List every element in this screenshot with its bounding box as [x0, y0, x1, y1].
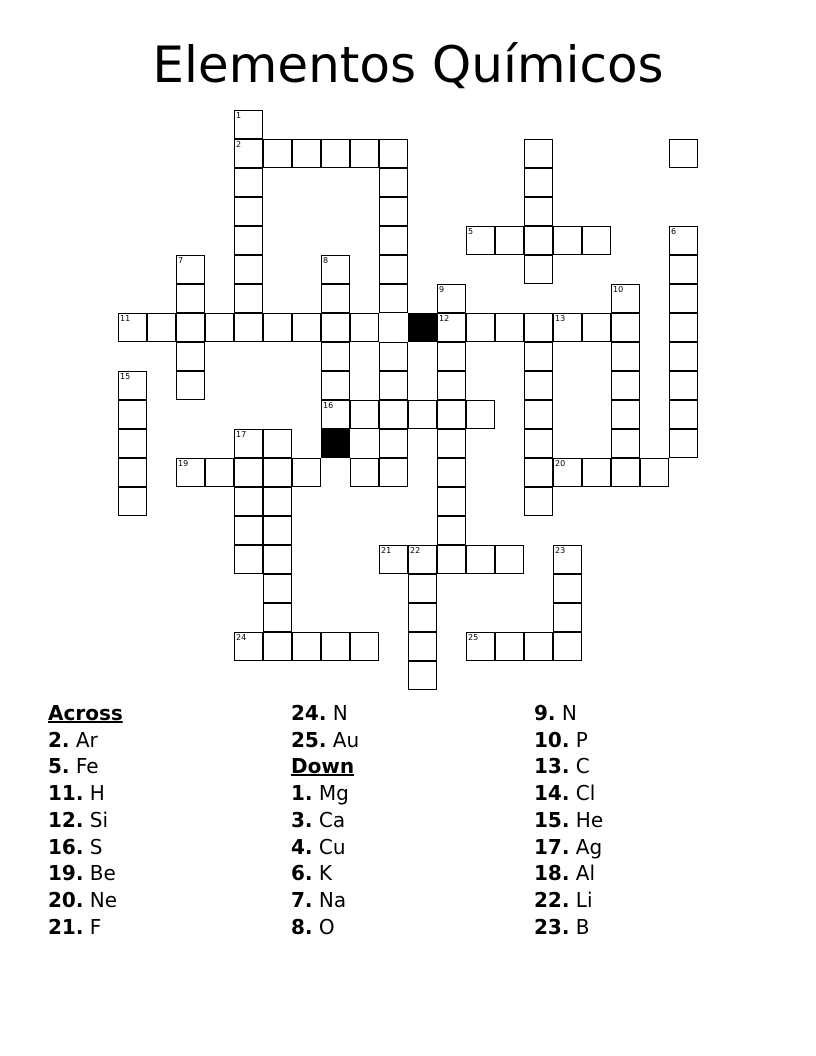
grid-cell[interactable]: [263, 487, 292, 516]
grid-cell[interactable]: [524, 458, 553, 487]
grid-cell[interactable]: [234, 255, 263, 284]
grid-cell[interactable]: [669, 139, 698, 168]
grid-cell[interactable]: [234, 429, 263, 458]
grid-cell[interactable]: [263, 574, 292, 603]
clue-number: 24: [236, 633, 247, 642]
clue-down-9: 9. N: [534, 701, 577, 725]
grid-cell[interactable]: [408, 603, 437, 632]
grid-cell[interactable]: [495, 226, 524, 255]
grid-cell[interactable]: [118, 313, 147, 342]
grid-cell[interactable]: [118, 400, 147, 429]
grid-cell[interactable]: [524, 313, 553, 342]
grid-cell[interactable]: [321, 400, 350, 429]
clue-number: 19: [178, 459, 189, 468]
grid-cell[interactable]: [669, 371, 698, 400]
grid-cell[interactable]: [263, 632, 292, 661]
clue-number: 11: [120, 314, 131, 323]
clue-column-1: [48, 700, 288, 940]
clue-number: 15: [120, 372, 131, 381]
grid-cell[interactable]: [379, 371, 408, 400]
clue-down-1: 1. Mg: [291, 781, 349, 806]
grid-cell[interactable]: [437, 371, 466, 400]
grid-cell[interactable]: [669, 400, 698, 429]
grid-block: [408, 313, 437, 342]
grid-cell[interactable]: [437, 342, 466, 371]
clue-number: 1: [236, 111, 242, 120]
grid-cell[interactable]: [524, 139, 553, 168]
grid-cell[interactable]: [437, 516, 466, 545]
grid-cell[interactable]: [611, 371, 640, 400]
grid-cell[interactable]: [234, 168, 263, 197]
grid-cell[interactable]: [524, 632, 553, 661]
grid-cell[interactable]: [379, 342, 408, 371]
grid-cell[interactable]: [176, 284, 205, 313]
down-heading: Down: [291, 754, 355, 779]
clue-number: 6: [671, 227, 677, 236]
grid-cell[interactable]: [640, 458, 669, 487]
clue-number: 13: [555, 314, 566, 323]
grid-cell[interactable]: [234, 110, 263, 139]
grid-cell[interactable]: [379, 458, 408, 487]
grid-cell[interactable]: [611, 429, 640, 458]
clue-across-5: 5. Fe: [48, 754, 99, 779]
clue-down-23: 23. B: [534, 914, 590, 939]
clue-number: 16: [323, 401, 334, 410]
grid-cell[interactable]: [379, 197, 408, 226]
grid-cell[interactable]: [176, 255, 205, 284]
clue-across-12: 12. Si: [48, 807, 109, 832]
grid-cell[interactable]: [321, 284, 350, 313]
clue-number: 22: [410, 546, 421, 555]
grid-cell[interactable]: [118, 429, 147, 458]
clue-number: 23: [555, 546, 566, 555]
grid-cell[interactable]: [582, 458, 611, 487]
clue-number: 2: [236, 140, 242, 149]
grid-cell[interactable]: [553, 313, 582, 342]
grid-cell[interactable]: [350, 632, 379, 661]
grid-cell[interactable]: [524, 487, 553, 516]
grid-cell[interactable]: [379, 255, 408, 284]
grid-cell[interactable]: [669, 226, 698, 255]
grid-cell[interactable]: [263, 313, 292, 342]
grid-cell[interactable]: [582, 226, 611, 255]
grid-cell[interactable]: [205, 458, 234, 487]
grid-cell[interactable]: [118, 371, 147, 400]
grid-cell[interactable]: [292, 139, 321, 168]
grid-cell[interactable]: [524, 342, 553, 371]
grid-cell[interactable]: [466, 226, 495, 255]
clue-down-14: 14. Cl: [534, 781, 596, 806]
clue-number: 20: [555, 459, 566, 468]
grid-cell[interactable]: [176, 371, 205, 400]
grid-cell[interactable]: [669, 284, 698, 313]
clue-across-20: 20. Ne: [48, 887, 118, 912]
grid-cell[interactable]: [292, 313, 321, 342]
clue-number: 5: [468, 227, 474, 236]
grid-cell[interactable]: [176, 342, 205, 371]
clue-down-15: 15. He: [534, 807, 604, 832]
grid-cell[interactable]: [350, 313, 379, 342]
grid-cell[interactable]: [234, 516, 263, 545]
clue-column-3: [534, 700, 774, 940]
grid-cell[interactable]: [176, 458, 205, 487]
clue-across-2: 2. Ar: [48, 727, 98, 752]
grid-cell[interactable]: [611, 342, 640, 371]
grid-cell[interactable]: [234, 458, 263, 487]
grid-cell[interactable]: [437, 284, 466, 313]
grid-cell[interactable]: [379, 400, 408, 429]
grid-cell[interactable]: [234, 313, 263, 342]
grid-cell[interactable]: [321, 371, 350, 400]
grid-cell[interactable]: [524, 226, 553, 255]
grid-cell[interactable]: [234, 139, 263, 168]
grid-cell[interactable]: [350, 458, 379, 487]
grid-cell[interactable]: [263, 516, 292, 545]
grid-cell[interactable]: [466, 400, 495, 429]
clue-across-25: 25. Au: [291, 727, 360, 752]
clue-number: 7: [178, 256, 184, 265]
clue-number: 21: [381, 546, 392, 555]
grid-cell[interactable]: [379, 284, 408, 313]
grid-cell[interactable]: [437, 487, 466, 516]
grid-cell[interactable]: [437, 313, 466, 342]
grid-cell[interactable]: [176, 313, 205, 342]
grid-cell[interactable]: [611, 284, 640, 313]
grid-cell[interactable]: [408, 574, 437, 603]
grid-cell[interactable]: [553, 545, 582, 574]
clue-number: 17: [236, 430, 247, 439]
clue-number: 10: [613, 285, 624, 294]
grid-cell[interactable]: [205, 313, 234, 342]
grid-cell[interactable]: [263, 458, 292, 487]
clue-down-18: 18. Al: [534, 861, 596, 886]
grid-cell[interactable]: [292, 458, 321, 487]
grid-cell[interactable]: [321, 632, 350, 661]
clue-number: 8: [323, 256, 329, 265]
grid-cell[interactable]: [669, 429, 698, 458]
grid-cell[interactable]: [524, 371, 553, 400]
grid-cell[interactable]: [582, 313, 611, 342]
grid-cell[interactable]: [263, 545, 292, 574]
clue-down-4: 4. Cu: [291, 834, 346, 859]
clue-down-8: 8. O: [291, 914, 335, 939]
grid-cell[interactable]: [321, 139, 350, 168]
grid-cell[interactable]: [263, 603, 292, 632]
grid-cell[interactable]: [553, 574, 582, 603]
grid-cell[interactable]: [437, 458, 466, 487]
grid-block: [321, 429, 350, 458]
grid-cell[interactable]: [466, 313, 495, 342]
grid-cell[interactable]: [379, 226, 408, 255]
grid-cell[interactable]: [611, 400, 640, 429]
grid-cell[interactable]: [234, 284, 263, 313]
clue-across-24: 24. N: [291, 701, 348, 725]
grid-cell[interactable]: [669, 342, 698, 371]
grid-cell[interactable]: [321, 342, 350, 371]
grid-cell[interactable]: [350, 139, 379, 168]
grid-cell[interactable]: [553, 226, 582, 255]
grid-cell[interactable]: [611, 313, 640, 342]
clue-number: 9: [439, 285, 445, 294]
clue-across-11: 11. H: [48, 781, 105, 806]
grid-cell[interactable]: [611, 458, 640, 487]
clue-column-2: [291, 700, 531, 940]
clue-down-3: 3. Ca: [291, 807, 346, 832]
grid-cell[interactable]: [118, 458, 147, 487]
clue-across-21: 21. F: [48, 914, 102, 939]
clue-across-16: 16. S: [48, 834, 103, 859]
grid-cell[interactable]: [553, 632, 582, 661]
clue-number: 12: [439, 314, 450, 323]
grid-cell[interactable]: [524, 400, 553, 429]
grid-cell[interactable]: [524, 429, 553, 458]
grid-cell[interactable]: [437, 545, 466, 574]
grid-cell[interactable]: [379, 429, 408, 458]
grid-cell[interactable]: [437, 400, 466, 429]
grid-cell[interactable]: [669, 255, 698, 284]
grid-cell[interactable]: [495, 545, 524, 574]
grid-cell[interactable]: [553, 603, 582, 632]
grid-cell[interactable]: [466, 545, 495, 574]
grid-cell[interactable]: [669, 313, 698, 342]
grid-cell[interactable]: [321, 313, 350, 342]
grid-cell[interactable]: [524, 197, 553, 226]
clue-number: 25: [468, 633, 479, 642]
grid-cell[interactable]: [263, 429, 292, 458]
clue-down-7: 7. Na: [291, 887, 347, 912]
grid-cell[interactable]: [234, 197, 263, 226]
grid-cell[interactable]: [408, 400, 437, 429]
clue-down-17: 17. Ag: [534, 834, 603, 859]
grid-cell[interactable]: [408, 632, 437, 661]
grid-cell[interactable]: [553, 458, 582, 487]
grid-cell[interactable]: [495, 632, 524, 661]
grid-cell[interactable]: [379, 168, 408, 197]
grid-cell[interactable]: [118, 487, 147, 516]
grid-cell[interactable]: [408, 661, 437, 690]
grid-cell[interactable]: [379, 139, 408, 168]
clue-down-6: 6. K: [291, 861, 332, 886]
grid-cell[interactable]: [147, 313, 176, 342]
grid-cell[interactable]: [379, 545, 408, 574]
grid-cell[interactable]: [234, 487, 263, 516]
grid-cell[interactable]: [524, 168, 553, 197]
page-title: Elementos Químicos: [152, 36, 664, 94]
clue-down-22: 22. Li: [534, 887, 593, 912]
grid-cell[interactable]: [234, 632, 263, 661]
clue-across-19: 19. Be: [48, 861, 116, 886]
clue-down-10: 10. P: [534, 727, 588, 752]
grid-cell[interactable]: [234, 226, 263, 255]
grid-cell[interactable]: [292, 632, 321, 661]
across-heading: Across: [48, 701, 123, 725]
grid-cell[interactable]: [437, 429, 466, 458]
grid-cell[interactable]: [234, 545, 263, 574]
grid-cell[interactable]: [350, 400, 379, 429]
grid-cell[interactable]: [263, 139, 292, 168]
clue-down-13: 13. C: [534, 754, 590, 779]
grid-cell[interactable]: [408, 545, 437, 574]
grid-cell[interactable]: [495, 313, 524, 342]
grid-cell[interactable]: [524, 255, 553, 284]
grid-cell[interactable]: [466, 632, 495, 661]
grid-cell[interactable]: [321, 255, 350, 284]
